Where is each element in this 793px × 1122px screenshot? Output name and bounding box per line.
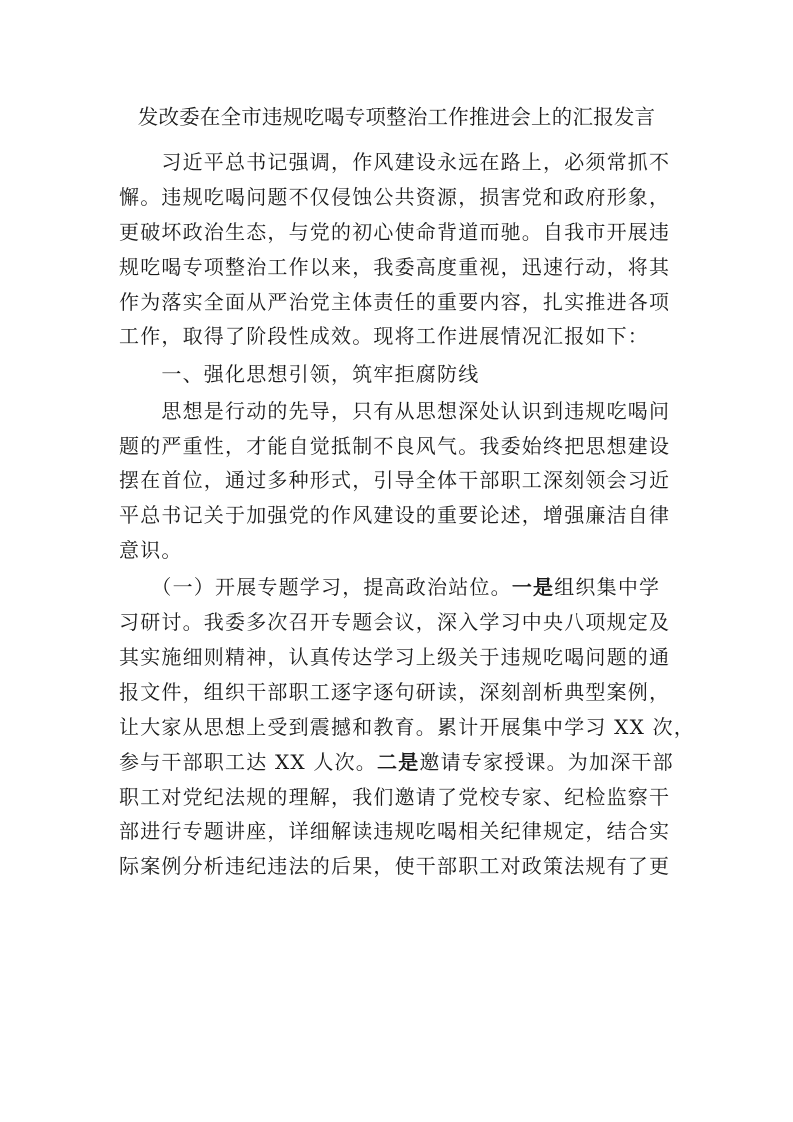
- line-text: 习研讨。我委多次召开专题会议，深入学习中央八项规定及: [119, 610, 671, 635]
- line-text: 参与干部职工达 XX 人次。: [119, 749, 377, 774]
- line-text: （一）开展专题学习，提高政治站位。: [119, 575, 512, 600]
- text-line: [119, 285, 674, 320]
- text-line: [119, 640, 674, 675]
- line-text: 思想是行动的先导，只有从思想深处认识到违规吃喝问: [119, 398, 671, 423]
- line-text: 摆在首位，通过多种形式，引导全体干部职工深刻领会习近: [119, 468, 671, 493]
- line-text: 平总书记关于加强党的作风建设的重要论述，增强廉洁自律: [119, 503, 671, 528]
- line-text: 作为落实全面从严治党主体责任的重要内容，扎实推进各项: [119, 289, 671, 314]
- line-text: 组织集中学: [554, 575, 661, 600]
- text-line: [119, 745, 674, 780]
- line-text: 部进行专题讲座，详细解读违规吃喝相关纪律规定，结合实: [119, 819, 671, 844]
- line-text: 际案例分析违纪违法的后果，使干部职工对政策法规有了更: [119, 854, 671, 879]
- line-text: 习近平总书记强调，作风建设永远在路上，必须常抓不: [119, 150, 671, 174]
- text-line: [119, 463, 674, 498]
- text-line: [119, 394, 674, 429]
- line-text: 报文件，组织干部职工逐字逐句研读，深刻剖析典型案例，: [119, 679, 671, 704]
- text-line: [119, 319, 674, 354]
- line-text: 工作，取得了阶段性成效。现将工作进展情况汇报如下：: [119, 324, 649, 349]
- emphasis-text: 一是: [511, 575, 555, 600]
- emphasis-text: 二是: [377, 749, 420, 774]
- line-text: 懈。违规吃喝问题不仅侵蚀公共资源，损害党和政府形象，: [119, 184, 671, 209]
- document-title: 发改委在全市违规吃喝专项整治工作推进会上的汇报发言: [137, 105, 656, 129]
- paragraph-section-1-body: [119, 394, 674, 568]
- text-line: [119, 145, 674, 180]
- text-line: [119, 710, 695, 745]
- paragraph-subsection-1: [119, 570, 695, 884]
- line-text: 意识。: [119, 538, 183, 563]
- line-text: 让大家从思想上受到震撼和教育。累计开展集中学习 XX 次，: [119, 714, 695, 739]
- text-line: [119, 429, 674, 464]
- line-text: 邀请专家授课。为加深干部: [419, 749, 674, 774]
- line-text: 更破坏政治生态，与党的初心使命背道而驰。自我市开展违: [119, 219, 671, 244]
- text-line: [119, 780, 674, 815]
- line-text: 一、强化思想引领，筑牢拒腐防线: [119, 361, 480, 386]
- text-line: [119, 357, 674, 392]
- line-text: 其实施细则精神，认真传达学习上级关于违规吃喝问题的通: [119, 645, 671, 670]
- text-line: [119, 605, 674, 640]
- paragraph-intro: [119, 145, 674, 354]
- text-line: [119, 533, 674, 568]
- line-text: 职工对党纪法规的理解，我们邀请了党校专家、纪检监察干: [119, 784, 671, 809]
- text-line: [119, 570, 674, 605]
- text-line: [119, 814, 674, 849]
- text-line: [119, 675, 674, 710]
- text-line: [119, 215, 674, 250]
- text-line: [119, 498, 674, 533]
- text-line: [119, 849, 674, 884]
- text-line: [119, 250, 674, 285]
- line-text: 题的严重性，才能自觉抵制不良风气。我委始终把思想建设: [119, 433, 671, 458]
- document-body: [119, 145, 695, 884]
- text-line: [119, 180, 674, 215]
- paragraph-section-1-heading: [119, 357, 674, 392]
- line-text: 规吃喝专项整治工作以来，我委高度重视，迅速行动，将其: [119, 254, 671, 279]
